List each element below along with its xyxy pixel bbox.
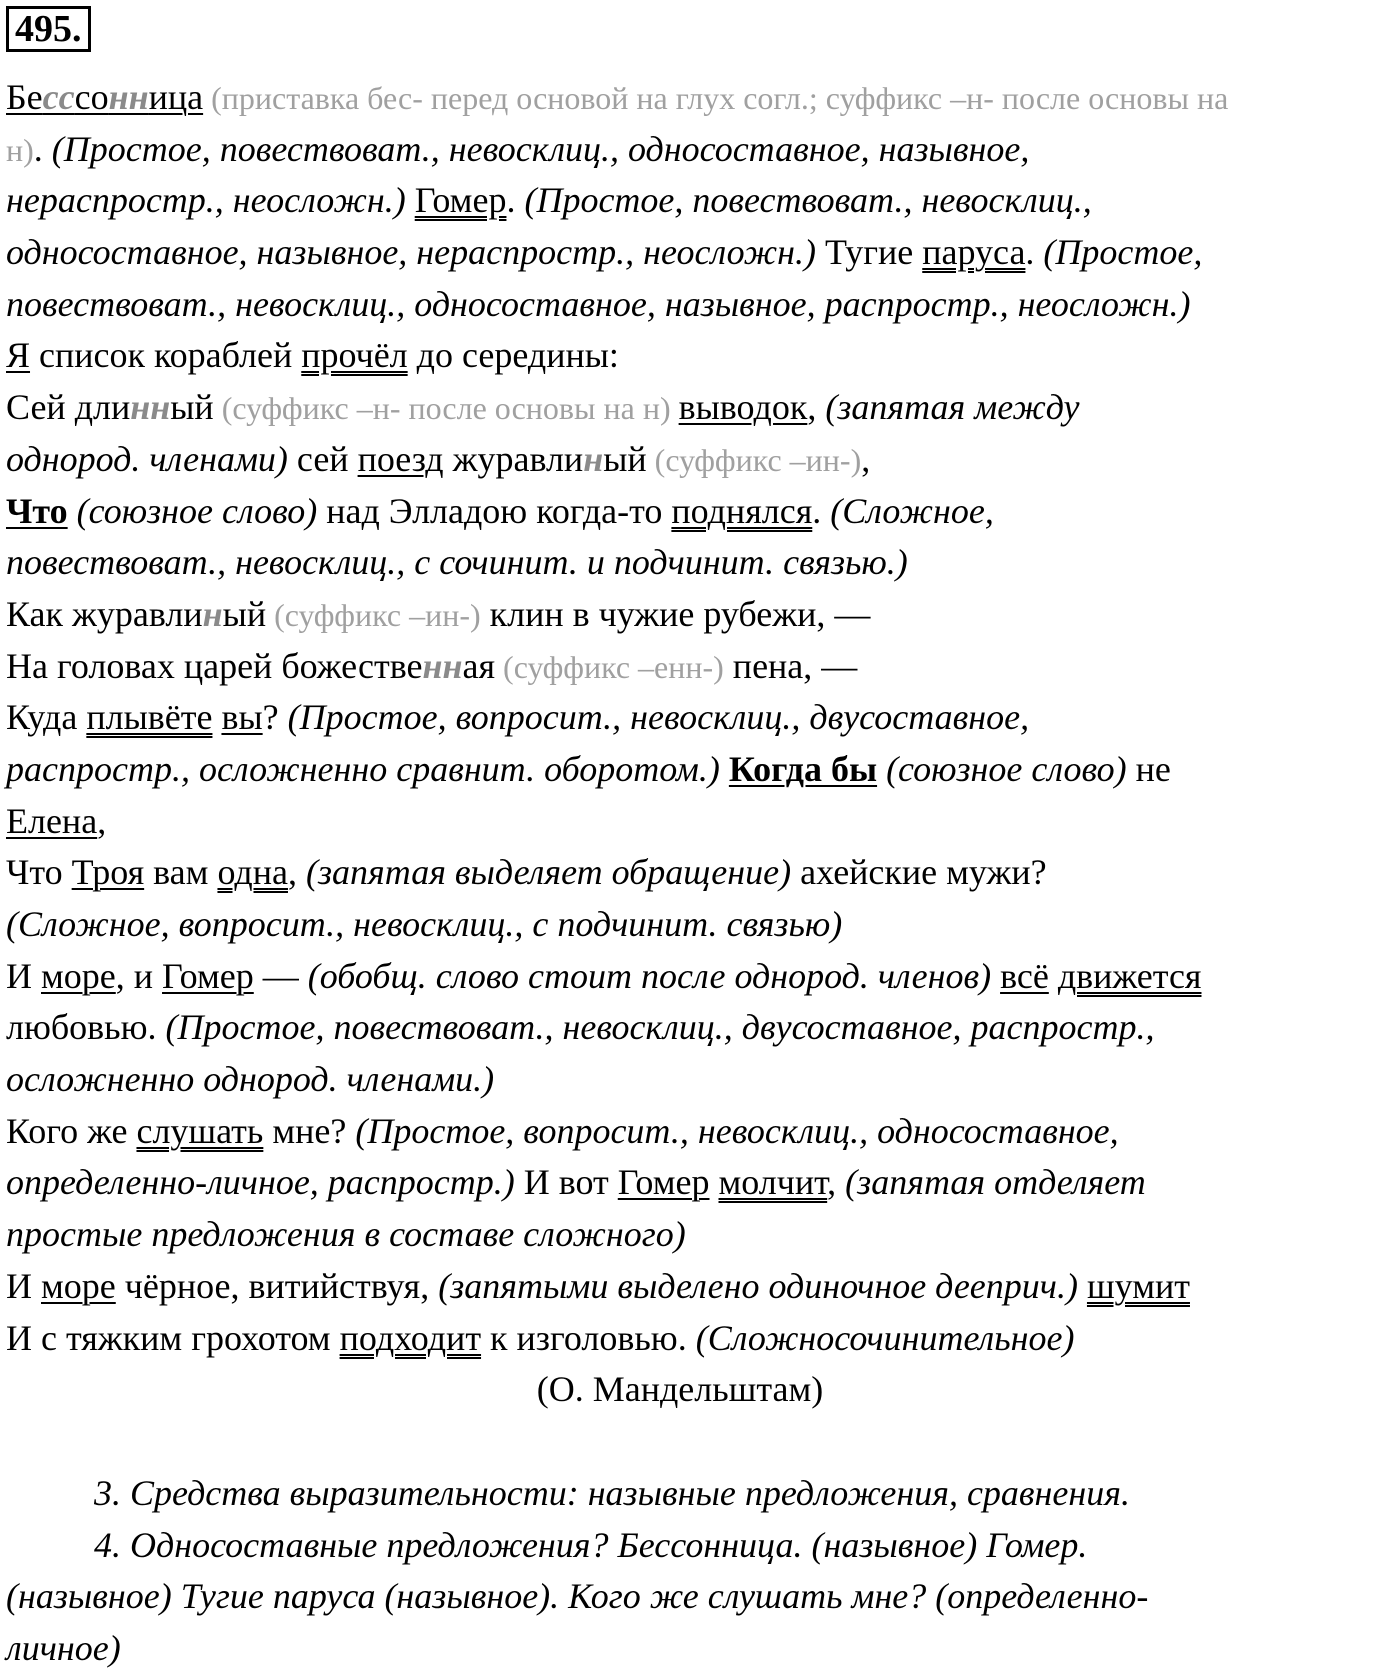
text-segment: (Простое, вопросит., невосклиц., односоставное, <box>355 1110 1119 1151</box>
text-line <box>6 486 1394 538</box>
text-line <box>6 124 1394 176</box>
analysis-lines <box>6 72 1394 1364</box>
answer-item-4-line-3: личное) <box>6 1627 121 1668</box>
text-segment: Я <box>6 335 31 376</box>
text-segment: повествоват., невосклиц., с сочинит. и подчинит. связью.) <box>6 542 908 583</box>
text-segment: простые предложения в составе сложного) <box>6 1214 686 1255</box>
text-line <box>6 537 1394 589</box>
text-line <box>6 744 1394 796</box>
text-segment: Что <box>6 852 72 893</box>
text-segment: море <box>41 1265 116 1306</box>
text-segment: к изголовью. <box>481 1317 696 1358</box>
text-line <box>6 1261 1394 1313</box>
text-segment: море <box>41 955 116 996</box>
text-segment: Гомер <box>162 955 254 996</box>
text-segment: Гомер <box>617 1162 710 1203</box>
text-segment: . <box>812 490 831 531</box>
text-segment: Что <box>6 490 68 531</box>
author-attribution: (О. Мандельштам) <box>536 1369 824 1410</box>
text-segment: ахейские мужи? <box>791 852 1047 893</box>
text-line <box>6 1002 1394 1054</box>
text-segment: (суффикс –ин-) <box>646 441 862 478</box>
text-segment: Сей дли <box>6 387 131 428</box>
text-segment: (союзное слово) <box>886 748 1127 789</box>
text-segment: , <box>287 852 306 893</box>
text-segment: , <box>97 800 107 841</box>
text-segment: (запятая между <box>825 387 1080 428</box>
text-line <box>6 1157 1394 1209</box>
text-segment: н <box>202 593 223 634</box>
text-segment: н <box>583 438 604 479</box>
text-line <box>6 382 1394 434</box>
text-segment: молчит <box>718 1162 828 1203</box>
text-segment: клин в чужие рубежи, — <box>480 593 871 634</box>
text-segment: И <box>6 955 41 996</box>
text-segment: ица <box>148 77 204 117</box>
text-segment: осложненно однород. членами.) <box>6 1059 495 1100</box>
text-line <box>6 330 1394 382</box>
text-segment: над Элладою когда-то <box>317 490 672 531</box>
text-segment: нн <box>422 645 463 686</box>
text-segment: Гомер <box>414 180 507 221</box>
text-line <box>6 899 1394 951</box>
text-segment <box>991 956 1000 996</box>
text-segment: Елена <box>6 800 98 841</box>
text-segment: паруса <box>922 232 1026 273</box>
text-segment: всё <box>1000 955 1049 996</box>
answer-item-4-line-1: 4. Односоставные предложения? Бессонница. (назывное) Гомер. <box>94 1524 1088 1565</box>
text-segment: нн <box>108 77 149 117</box>
text-segment: шумит <box>1086 1265 1190 1306</box>
text-segment: (Простое, повествоват., невосклиц., двусоставное, распростр., <box>165 1007 1155 1048</box>
text-segment: повествоват., невосклиц., односоставное, назывное, распростр., неосложн.) <box>6 283 1191 324</box>
text-segment: Бе <box>6 77 43 117</box>
text-segment <box>406 180 415 220</box>
text-segment: (суффикс –ин-) <box>266 596 481 633</box>
text-segment <box>710 1162 719 1202</box>
text-segment: На головах царей божестве <box>6 645 423 686</box>
text-segment: со <box>74 77 109 117</box>
answer-item-4-line-2: (назывное) Тугие паруса (назывное). Кого же слушать мне? (определенно- <box>6 1576 1149 1617</box>
text-segment: нн <box>130 387 171 428</box>
text-segment: Троя <box>71 852 145 893</box>
text-segment: . <box>33 128 52 169</box>
text-segment: (Сложносочинительное) <box>695 1317 1075 1358</box>
text-segment: , <box>807 387 826 428</box>
text-line <box>6 847 1394 899</box>
text-line <box>6 641 1394 693</box>
text-segment: , <box>861 438 871 479</box>
text-segment: — <box>253 955 308 996</box>
text-segment: ый <box>170 387 214 428</box>
text-segment <box>720 749 729 789</box>
text-segment: однород. членами) <box>6 438 288 479</box>
text-segment: И вот <box>514 1162 618 1203</box>
text-segment: (Сложное, вопросит., невосклиц., с подчинит. связью) <box>6 904 843 944</box>
text-segment: движется <box>1057 955 1202 996</box>
text-line <box>6 1209 1394 1261</box>
text-segment: подходит <box>339 1317 482 1358</box>
text-segment: список кораблей <box>30 335 302 376</box>
text-segment: ая <box>462 645 496 686</box>
text-segment: ый <box>222 593 267 634</box>
text-segment: до середины: <box>407 335 619 376</box>
text-line <box>6 1313 1394 1365</box>
text-segment: плывёте <box>86 697 213 738</box>
text-line <box>6 175 1394 227</box>
text-segment: (запятыми выделено одиночное дееприч.) <box>438 1265 1078 1306</box>
text-line <box>6 951 1394 1003</box>
text-segment: (запятая отделяет <box>845 1162 1146 1203</box>
text-segment: И с тяжким грохотом <box>6 1317 340 1358</box>
text-segment: (союзное слово) <box>76 490 318 531</box>
text-segment: мне? <box>263 1110 356 1151</box>
text-segment: . <box>1025 232 1044 273</box>
text-segment: сс <box>42 77 75 117</box>
text-segment: (Простое, повествоват., невосклиц., односоставное, назывное, <box>51 128 1030 169</box>
text-segment: чёрное, витийствуя, <box>115 1265 439 1306</box>
answer-item-3: 3. Средства выразительности: назывные предложения, сравнения. <box>94 1472 1130 1513</box>
text-segment: (Простое, <box>1043 232 1203 273</box>
text-segment: не <box>1126 748 1171 789</box>
text-segment: , <box>827 1162 846 1203</box>
text-segment: н) <box>6 131 34 168</box>
text-segment <box>877 749 886 789</box>
text-line <box>6 1054 1394 1106</box>
text-segment <box>1049 956 1058 996</box>
text-segment: (суффикс –енн-) <box>495 648 724 685</box>
text-line <box>6 692 1394 744</box>
text-line <box>6 72 1394 124</box>
text-line <box>6 434 1394 486</box>
text-segment: Когда бы <box>728 748 878 789</box>
text-segment: нераспростр., неосложн.) <box>6 180 406 221</box>
text-segment: (запятая выделяет обращение) <box>305 852 792 893</box>
text-segment: односоставное, назывное, нераспростр., неосложн.) <box>6 232 817 273</box>
text-segment: выводок <box>678 387 808 428</box>
text-segment: поднялся <box>671 490 813 531</box>
text-segment: прочёл <box>301 335 408 376</box>
exercise-number: 495. <box>6 6 91 52</box>
text-segment: (Сложное, <box>830 490 994 531</box>
text-segment: (Простое, вопросит., невосклиц., двусоставное, <box>287 697 1030 738</box>
text-segment: любовью. <box>6 1007 166 1048</box>
text-segment: распростр., осложненно сравнит. оборотом.) <box>6 748 720 789</box>
text-segment: вам <box>144 852 218 893</box>
text-line <box>6 227 1394 279</box>
text-segment: определенно-личное, распростр.) <box>6 1162 515 1203</box>
text-segment: (обобщ. слово стоит после однород. членов) <box>307 955 992 996</box>
text-segment <box>68 491 77 531</box>
spacer <box>6 1416 1394 1468</box>
text-segment: ый <box>603 438 647 479</box>
text-segment: пена, — <box>723 645 858 686</box>
exercise-text <box>6 72 1394 1675</box>
text-segment: Тугие <box>816 232 923 273</box>
text-line <box>6 796 1394 848</box>
text-segment: одна <box>217 852 288 893</box>
text-segment: журавли <box>443 438 584 479</box>
text-segment: Как журавли <box>6 593 203 634</box>
text-segment: Кого же <box>6 1110 137 1151</box>
text-segment: (Простое, повествоват., невосклиц., <box>524 180 1092 221</box>
text-segment: сей <box>287 438 358 479</box>
text-segment: слушать <box>136 1110 264 1151</box>
text-segment: (суффикс –н- после основы на н) <box>213 390 679 427</box>
text-segment: (приставка бес- перед основой на глух согл.; суффикс –н- после основы на <box>203 80 1229 116</box>
text-segment: И <box>6 1265 41 1306</box>
text-segment: поезд <box>357 438 444 479</box>
text-line <box>6 279 1394 331</box>
text-line <box>6 1106 1394 1158</box>
text-segment: вы <box>221 697 263 738</box>
text-segment: Куда <box>6 697 87 738</box>
text-segment: , и <box>115 955 163 996</box>
text-segment <box>1078 1266 1087 1306</box>
text-segment: ? <box>262 697 288 738</box>
text-segment: . <box>506 180 525 221</box>
text-line <box>6 589 1394 641</box>
